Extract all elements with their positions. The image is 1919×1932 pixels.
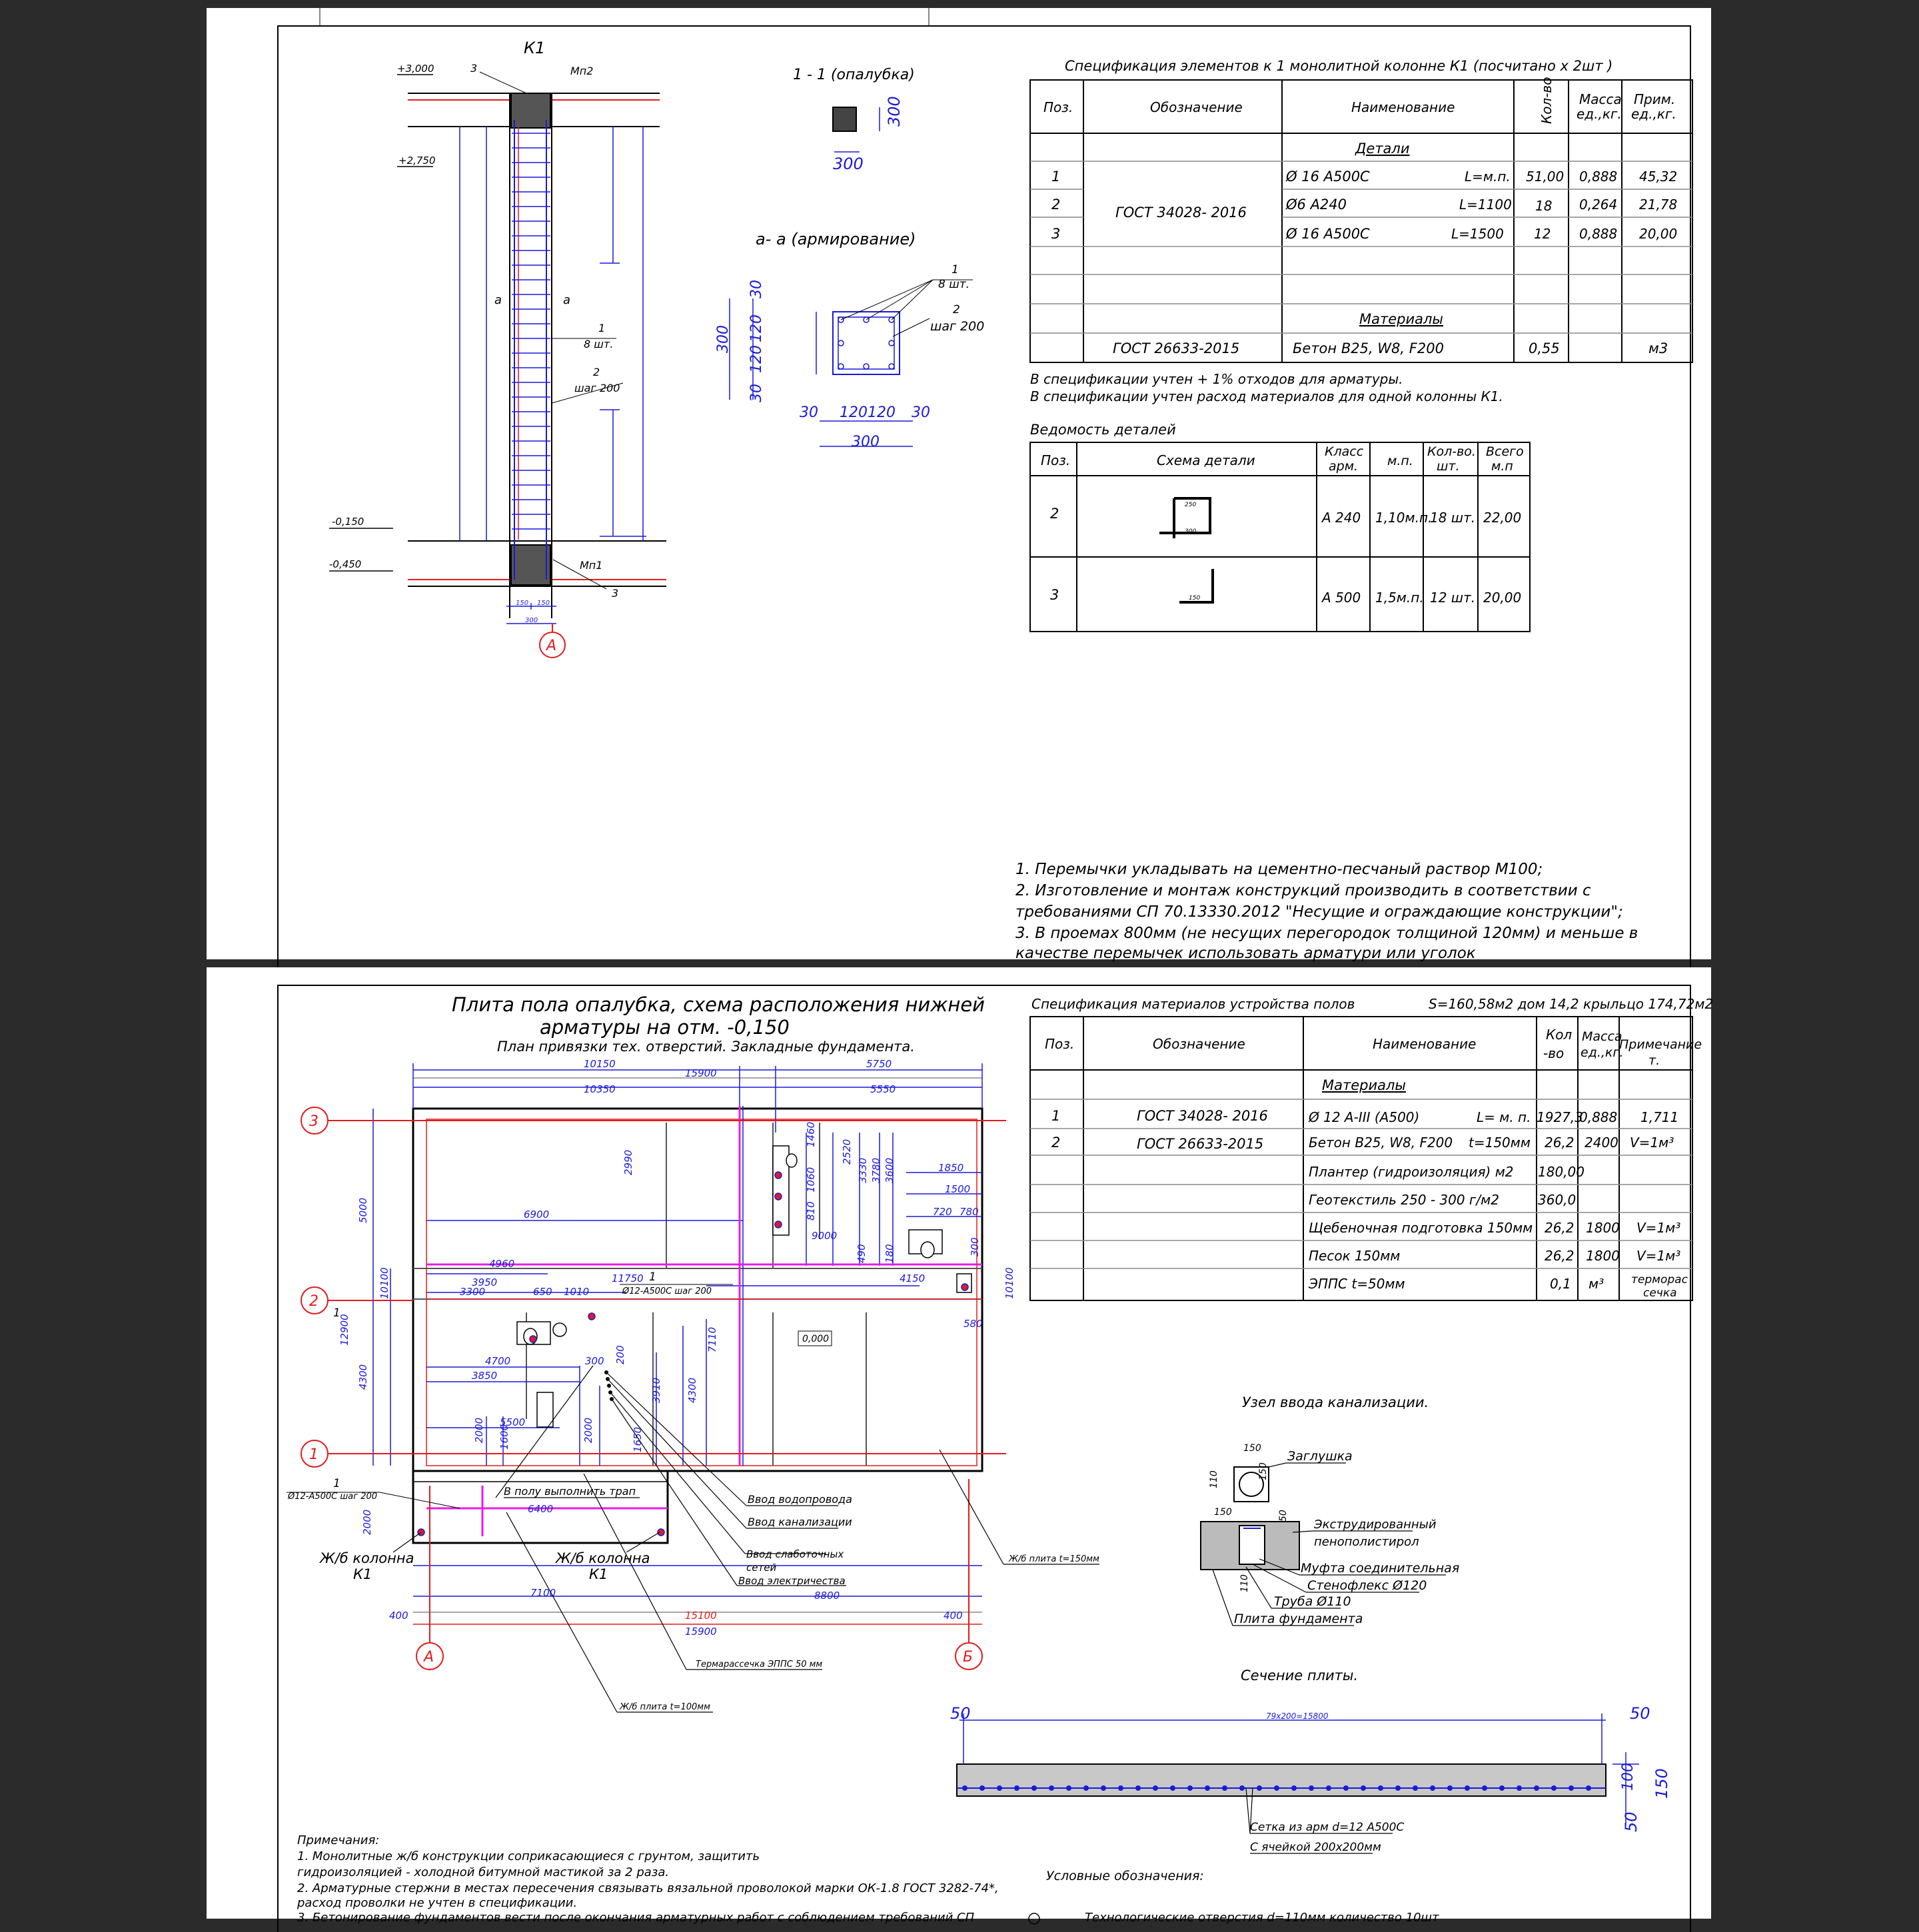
- svg-text:300: 300: [833, 155, 864, 173]
- svg-text:30: 30: [912, 404, 930, 421]
- svg-text:Примечание: Примечание: [1619, 1037, 1702, 1052]
- svg-text:0,888: 0,888: [1579, 169, 1618, 185]
- svg-text:1: 1: [333, 1477, 340, 1490]
- svg-text:1: 1: [598, 322, 606, 334]
- svg-text:4300: 4300: [686, 1377, 698, 1403]
- svg-text:110: 110: [1239, 1574, 1250, 1592]
- svg-text:5000: 5000: [357, 1197, 369, 1223]
- svg-text:1600: 1600: [498, 1424, 510, 1450]
- svg-text:Ø12-А500С шаг 200: Ø12-А500С шаг 200: [622, 1286, 712, 1296]
- svg-text:30: 30: [800, 404, 818, 421]
- svg-text:120: 120: [840, 404, 868, 421]
- svg-text:1: 1: [649, 1270, 656, 1284]
- svg-text:К1: К1: [589, 1566, 608, 1582]
- svg-text:К1: К1: [353, 1566, 372, 1582]
- svg-text:1: 1: [333, 1306, 340, 1320]
- svg-text:м³: м³: [1589, 1276, 1604, 1292]
- svg-text:Наименование: Наименование: [1373, 1036, 1477, 1052]
- svg-text:1850: 1850: [938, 1162, 964, 1174]
- svg-text:Условные обозначения:: Условные обозначения:: [1046, 1869, 1204, 1883]
- svg-text:Обозначение: Обозначение: [1150, 99, 1243, 115]
- svg-text:1060: 1060: [805, 1167, 817, 1193]
- svg-text:Ж/б колонна: Ж/б колонна: [556, 1550, 650, 1566]
- svg-text:Плантер (гидроизоляция) м2: Плантер (гидроизоляция) м2: [1309, 1164, 1514, 1180]
- svg-text:300: 300: [525, 617, 538, 624]
- svg-text:шаг 200: шаг 200: [930, 319, 985, 334]
- svg-text:1650: 1650: [632, 1426, 644, 1452]
- spec-title: Спецификация элементов к 1 монолитной колонне К1 (посчитано х 2шт ): [1065, 58, 1613, 74]
- svg-text:м.п: м.п: [1491, 459, 1513, 474]
- svg-text:Ввод слаботочных: Ввод слаботочных: [746, 1548, 844, 1560]
- svg-text:1800: 1800: [1586, 1248, 1620, 1264]
- svg-text:780: 780: [960, 1206, 979, 1218]
- svg-text:Ø 16 А500С: Ø 16 А500С: [1286, 169, 1370, 185]
- svg-text:-0,150: -0,150: [332, 516, 364, 528]
- svg-text:6400: 6400: [528, 1503, 554, 1515]
- svg-text:22,00: 22,00: [1483, 510, 1522, 526]
- svg-text:2. Арматурные стержни в ме: 2. Арматурные стержни в местах пересечения связывать вязальной проволокой марки ОК-1.8 ГОСТ 3282-74*,: [297, 1881, 999, 1895]
- svg-text:L= м. п.: L= м. п.: [1477, 1109, 1531, 1125]
- svg-text:Муфта соединительная: Муфта соединительная: [1301, 1561, 1460, 1576]
- svg-text:1. Монолитные ж/б конструк: 1. Монолитные ж/б конструкции соприкасающиеся с грунтом, защитить: [297, 1849, 760, 1863]
- svg-text:2: 2: [309, 1293, 319, 1310]
- svg-text:150: 150: [516, 600, 529, 607]
- svg-text:Щебеночная подготовка 150мм: Щебеночная подготовка 150мм: [1309, 1220, 1533, 1236]
- svg-text:2000: 2000: [473, 1417, 485, 1443]
- svg-text:150: 150: [1189, 595, 1201, 602]
- svg-text:В спецификации учтен + 1% отхо: В спецификации учтен + 1% отходов для арматуры.: [1030, 371, 1403, 387]
- svg-text:3. В проемах 800мм (не н: 3. В проемах 800мм (не несущих перегородок толщиной 120мм) и меньше в: [1015, 925, 1638, 942]
- plan-subtitle: План привязки тех. отверстий. Закладные фундамента.: [497, 1039, 915, 1055]
- svg-text:0,55: 0,55: [1529, 340, 1560, 356]
- svg-text:8 шт.: 8 шт.: [584, 338, 614, 350]
- svg-text:терморас: терморас: [1631, 1273, 1688, 1286]
- svg-text:300: 300: [1185, 528, 1197, 535]
- svg-text:Узел ввода канализации.: Узел ввода канализации.: [1242, 1394, 1429, 1410]
- svg-text:10100: 10100: [378, 1267, 390, 1299]
- svg-text:А 240: А 240: [1322, 510, 1361, 526]
- svg-text:0,1: 0,1: [1550, 1276, 1571, 1292]
- svg-text:Стенофлекс Ø120: Стенофлекс Ø120: [1307, 1578, 1427, 1593]
- svg-text:Ввод водопровода: Ввод водопровода: [748, 1493, 852, 1506]
- svg-text:300: 300: [715, 325, 732, 353]
- svg-text:51,00: 51,00: [1526, 169, 1565, 185]
- svg-text:Ø 12 А-III (А500): Ø 12 А-III (А500): [1309, 1109, 1420, 1125]
- svg-text:21,78: 21,78: [1639, 197, 1678, 213]
- svg-text:6900: 6900: [524, 1208, 550, 1220]
- svg-text:10150: 10150: [584, 1058, 616, 1070]
- svg-text:18: 18: [1535, 198, 1553, 214]
- svg-text:250: 250: [1185, 502, 1197, 508]
- svg-text:8 шт.: 8 шт.: [938, 278, 970, 291]
- svg-text:120: 120: [748, 314, 765, 342]
- svg-text:Обозначение: Обозначение: [1153, 1036, 1245, 1052]
- svg-text:12: 12: [1534, 226, 1551, 242]
- svg-text:Ведомость деталей: Ведомость деталей: [1030, 422, 1176, 438]
- svg-text:V=1м³: V=1м³: [1630, 1135, 1674, 1151]
- svg-text:Б: Б: [963, 1649, 973, 1666]
- svg-text:1: 1: [952, 263, 959, 276]
- svg-text:1,5м.п.: 1,5м.п.: [1375, 590, 1424, 606]
- svg-text:сечка: сечка: [1643, 1286, 1677, 1300]
- svg-text:Наименование: Наименование: [1351, 99, 1455, 115]
- svg-text:а- а (армирование): а- а (армирование): [756, 230, 916, 248]
- svg-text:0,888: 0,888: [1579, 1109, 1618, 1125]
- svg-text:А 500: А 500: [1322, 590, 1361, 606]
- svg-text:30: 30: [748, 280, 765, 298]
- svg-text:1927,3: 1927,3: [1537, 1109, 1583, 1125]
- svg-text:5500: 5500: [500, 1416, 526, 1428]
- svg-text:3300: 3300: [460, 1286, 486, 1298]
- svg-text:С ячейкой 200х200мм: С ячейкой 200х200мм: [1250, 1841, 1381, 1854]
- svg-text:1800: 1800: [1586, 1220, 1620, 1236]
- svg-text:45,32: 45,32: [1639, 169, 1678, 185]
- svg-text:5750: 5750: [866, 1058, 892, 1070]
- svg-text:30: 30: [748, 384, 765, 402]
- svg-text:10350: 10350: [584, 1083, 616, 1095]
- svg-text:20,00: 20,00: [1483, 590, 1522, 606]
- svg-text:79х200=15800: 79х200=15800: [1266, 1711, 1329, 1721]
- svg-text:50: 50: [1278, 1510, 1289, 1522]
- svg-text:сетей: сетей: [746, 1562, 777, 1574]
- svg-text:Материалы: Материалы: [1322, 1077, 1406, 1093]
- svg-text:шт.: шт.: [1437, 459, 1460, 474]
- svg-text:Экструдированный: Экструдированный: [1314, 1518, 1437, 1532]
- svg-text:Кол-во: Кол-во: [1539, 77, 1555, 124]
- svg-text:Масса: Масса: [1579, 91, 1622, 107]
- svg-text:ГОСТ 26633-2015: ГОСТ 26633-2015: [1137, 1136, 1264, 1152]
- svg-text:ГОСТ 34028- 2016: ГОСТ 34028- 2016: [1137, 1108, 1268, 1124]
- svg-text:150: 150: [1258, 1462, 1269, 1480]
- svg-text:2: 2: [593, 366, 600, 378]
- svg-text:4300: 4300: [357, 1364, 369, 1390]
- svg-text:L=1500: L=1500: [1451, 226, 1504, 242]
- svg-text:4150: 4150: [900, 1272, 926, 1284]
- svg-text:0,000: 0,000: [802, 1334, 830, 1344]
- svg-text:3: 3: [470, 62, 478, 75]
- svg-text:1: 1: [1051, 169, 1061, 185]
- svg-text:Ж/б колонна: Ж/б колонна: [320, 1550, 414, 1566]
- svg-text:300: 300: [969, 1237, 981, 1256]
- svg-text:2: 2: [1051, 197, 1061, 213]
- svg-text:1500: 1500: [945, 1183, 971, 1195]
- svg-text:3950: 3950: [472, 1276, 498, 1288]
- svg-text:2520: 2520: [841, 1139, 853, 1165]
- svg-text:300: 300: [885, 96, 904, 127]
- svg-text:2: 2: [1051, 1135, 1061, 1151]
- svg-text:1: 1: [309, 1446, 319, 1463]
- svg-text:12 шт.: 12 шт.: [1430, 590, 1476, 606]
- svg-text:Класс: Класс: [1325, 444, 1364, 459]
- svg-text:V=1м³: V=1м³: [1636, 1220, 1681, 1236]
- svg-text:810: 810: [805, 1201, 817, 1220]
- svg-text:1460: 1460: [805, 1121, 817, 1147]
- svg-text:Поз.: Поз.: [1045, 1036, 1075, 1052]
- svg-text:м.п.: м.п.: [1387, 454, 1413, 468]
- svg-text:26,2: 26,2: [1545, 1248, 1575, 1264]
- svg-text:Бетон В25, W8, F200: Бетон В25, W8, F200: [1293, 340, 1444, 356]
- svg-text:Ввод электричества: Ввод электричества: [738, 1575, 846, 1587]
- svg-text:Термарассечка ЭППС 50 мм: Термарассечка ЭППС 50 мм: [696, 1660, 823, 1670]
- svg-text:360,0: 360,0: [1538, 1192, 1577, 1208]
- svg-text:требованиями СП 70.13330.2012: требованиями СП 70.13330.2012 "Несущие и ограждающие конструкции";: [1015, 903, 1623, 921]
- svg-text:пенополистирол: пенополистирол: [1314, 1535, 1419, 1549]
- svg-text:Прим.: Прим.: [1634, 91, 1676, 107]
- plan-title-1: Плита пола опалубка, схема расположения нижней: [452, 993, 985, 1016]
- svg-text:Схема детали: Схема детали: [1157, 452, 1255, 468]
- svg-text:Ввод канализации: Ввод канализации: [748, 1516, 852, 1528]
- column-title: К1: [524, 39, 546, 57]
- svg-text:3600: 3600: [884, 1157, 896, 1183]
- svg-text:Сетка из арм d=12 А500С: Сетка из арм d=12 А500С: [1250, 1821, 1405, 1834]
- svg-text:-во: -во: [1543, 1045, 1565, 1061]
- svg-text:0,888: 0,888: [1579, 226, 1618, 242]
- svg-text:ГОСТ 26633-2015: ГОСТ 26633-2015: [1113, 340, 1240, 356]
- svg-text:Песок 150мм: Песок 150мм: [1309, 1248, 1401, 1264]
- svg-text:300: 300: [852, 434, 880, 450]
- svg-text:2000: 2000: [361, 1509, 373, 1535]
- svg-text:Ø12-А500С шаг 200: Ø12-А500С шаг 200: [288, 1492, 378, 1502]
- svg-text:В полу выполнить трап: В полу выполнить трап: [504, 1485, 636, 1498]
- svg-text:Труба Ø110: Труба Ø110: [1274, 1594, 1351, 1609]
- svg-text:Спецификация материалов устро: Спецификация материалов устройства полов: [1031, 996, 1355, 1012]
- svg-text:150: 150: [1214, 1507, 1232, 1518]
- svg-text:400: 400: [944, 1610, 963, 1622]
- svg-text:Мп1: Мп1: [580, 559, 603, 572]
- svg-text:50: 50: [950, 1704, 971, 1723]
- svg-text:V=1м³: V=1м³: [1636, 1248, 1681, 1264]
- svg-text:Поз.: Поз.: [1041, 452, 1071, 468]
- svg-text:26,2: 26,2: [1545, 1220, 1575, 1236]
- svg-text:А: А: [424, 1649, 434, 1666]
- svg-text:арм.: арм.: [1329, 459, 1359, 474]
- svg-text:3: 3: [1050, 587, 1059, 603]
- svg-text:1 - 1 (опалубка): 1 - 1 (опалубка): [793, 67, 915, 83]
- svg-text:3: 3: [1051, 226, 1061, 242]
- svg-text:150: 150: [1652, 1768, 1671, 1799]
- svg-text:Поз.: Поз.: [1043, 99, 1073, 115]
- svg-text:а: а: [563, 293, 571, 307]
- svg-text:Материалы: Материалы: [1359, 311, 1443, 327]
- svg-text:ед.,кг.: ед.,кг.: [1581, 1045, 1624, 1060]
- svg-text:а: а: [494, 293, 502, 307]
- svg-text:110: 110: [1209, 1470, 1219, 1488]
- svg-text:Мп2: Мп2: [570, 65, 594, 77]
- svg-text:180: 180: [884, 1244, 896, 1263]
- svg-text:200: 200: [614, 1345, 626, 1364]
- svg-text:2. Изготовление и монтаж: 2. Изготовление и монтаж конструкций производить в соответствии с: [1015, 882, 1591, 899]
- svg-text:150: 150: [537, 600, 550, 607]
- svg-text:расход проволки не учтен в спе: расход проволки не учтен в спецификации.: [297, 1896, 578, 1910]
- svg-text:2000: 2000: [582, 1417, 594, 1443]
- svg-text:L=1100: L=1100: [1459, 197, 1512, 213]
- svg-text:Геотекстиль 250 - 300 г/м2: Геотекстиль 250 - 300 г/м2: [1309, 1192, 1499, 1208]
- svg-text:Плита фундамента: Плита фундамента: [1234, 1612, 1363, 1626]
- svg-text:0,264: 0,264: [1579, 197, 1618, 213]
- svg-text:18 шт.: 18 шт.: [1430, 510, 1476, 526]
- svg-text:3780: 3780: [870, 1157, 882, 1183]
- svg-text:1. Перемычки укладывать: 1. Перемычки укладывать на цементно-песчаный раствор М100;: [1015, 861, 1543, 878]
- svg-text:Ж/б плита t=150мм: Ж/б плита t=150мм: [1009, 1554, 1099, 1564]
- svg-text:720: 720: [933, 1206, 952, 1218]
- svg-text:1,10м.п.: 1,10м.п.: [1375, 510, 1433, 526]
- svg-text:3. Бетонирование фундамент: 3. Бетонирование фундаментов вести после окончания арматурных работ с соблюдением требований СП: [297, 1911, 975, 1925]
- svg-text:t=150мм: t=150мм: [1469, 1135, 1531, 1151]
- svg-text:ед.,кг.: ед.,кг.: [1577, 106, 1622, 122]
- svg-text:ЭППС t=50мм: ЭППС t=50мм: [1309, 1276, 1405, 1292]
- svg-text:3: 3: [309, 1113, 319, 1130]
- svg-text:15900: 15900: [685, 1626, 717, 1638]
- svg-text:50: 50: [1622, 1811, 1640, 1832]
- svg-text:т.: т.: [1648, 1053, 1660, 1068]
- svg-text:2: 2: [1050, 506, 1059, 522]
- svg-text:Детали: Детали: [1355, 141, 1410, 157]
- svg-text:+2,750: +2,750: [398, 155, 436, 167]
- svg-text:120: 120: [868, 404, 896, 421]
- svg-text:шаг 200: шаг 200: [574, 382, 620, 394]
- svg-text:8800: 8800: [814, 1590, 840, 1602]
- svg-text:4960: 4960: [489, 1258, 515, 1270]
- svg-text:L=м.п.: L=м.п.: [1465, 169, 1511, 185]
- svg-text:1010: 1010: [564, 1286, 590, 1298]
- svg-text:Бетон В25, W8, F200: Бетон В25, W8, F200: [1309, 1135, 1453, 1151]
- svg-text:7110: 7110: [706, 1326, 718, 1352]
- svg-text:2: 2: [953, 303, 960, 316]
- svg-text:580: 580: [963, 1318, 983, 1330]
- svg-text:Кол-во.: Кол-во.: [1427, 444, 1476, 459]
- svg-text:3330: 3330: [857, 1157, 869, 1183]
- svg-text:3910: 3910: [650, 1377, 662, 1403]
- svg-text:180,00: 180,00: [1538, 1164, 1585, 1180]
- svg-text:15900: 15900: [685, 1067, 717, 1079]
- svg-text:1,711: 1,711: [1640, 1109, 1679, 1125]
- svg-text:2990: 2990: [622, 1149, 634, 1175]
- svg-text:Всего: Всего: [1486, 444, 1524, 459]
- svg-text:Кол: Кол: [1546, 1027, 1573, 1043]
- svg-text:гидроизоляцией - холодной биту: гидроизоляцией - холодной битумной мастикой за 2 раза.: [297, 1865, 670, 1879]
- svg-text:качестве перемычек использоват: качестве перемычек использовать арматури или уголок: [1015, 945, 1476, 962]
- svg-text:Ø6 А240: Ø6 А240: [1286, 197, 1347, 213]
- svg-text:Масса: Масса: [1582, 1029, 1622, 1044]
- svg-text:-0,450: -0,450: [329, 558, 362, 570]
- svg-text:+3,000: +3,000: [397, 63, 434, 75]
- svg-text:7100: 7100: [530, 1587, 556, 1599]
- svg-text:12900: 12900: [338, 1314, 350, 1346]
- svg-text:4700: 4700: [485, 1355, 511, 1367]
- svg-text:Ж/б плита t=100мм: Ж/б плита t=100мм: [620, 1702, 710, 1712]
- svg-text:400: 400: [389, 1610, 408, 1622]
- svg-text:490: 490: [856, 1244, 868, 1263]
- svg-text:Примечания:: Примечания:: [297, 1833, 380, 1847]
- svg-text:5550: 5550: [870, 1083, 896, 1095]
- svg-text:Заглушка: Заглушка: [1287, 1449, 1353, 1464]
- svg-text:300: 300: [585, 1355, 604, 1367]
- svg-text:1: 1: [1051, 1108, 1061, 1124]
- svg-text:ед.,кг.: ед.,кг.: [1631, 106, 1676, 122]
- svg-text:Технологические отверстия d=11: Технологические отверстия d=110мм количество 10шт: [1085, 1911, 1439, 1925]
- svg-text:Сечение плиты.: Сечение плиты.: [1241, 1668, 1359, 1684]
- svg-text:2400: 2400: [1585, 1135, 1618, 1151]
- svg-text:В спецификации учтен расход ма: В спецификации учтен расход материалов для одной колонны К1.: [1030, 388, 1503, 404]
- svg-text:120: 120: [748, 345, 765, 373]
- svg-text:м3: м3: [1648, 340, 1668, 356]
- svg-text:11750: 11750: [612, 1272, 644, 1284]
- svg-text:ГОСТ 34028- 2016: ГОСТ 34028- 2016: [1115, 205, 1247, 221]
- svg-text:Ø 16 А500С: Ø 16 А500С: [1286, 226, 1370, 242]
- svg-text:50: 50: [1630, 1704, 1650, 1723]
- svg-text:650: 650: [533, 1286, 552, 1298]
- svg-text:15100: 15100: [685, 1610, 717, 1622]
- svg-text:3: 3: [612, 587, 619, 600]
- svg-text:150: 150: [1243, 1443, 1261, 1454]
- svg-text:9000: 9000: [812, 1230, 838, 1242]
- svg-text:20,00: 20,00: [1639, 226, 1678, 242]
- svg-text:10100: 10100: [1003, 1267, 1015, 1299]
- svg-text:3850: 3850: [472, 1370, 498, 1382]
- plan-title-2: арматуры на отм. -0,150: [540, 1016, 790, 1039]
- svg-text:А: А: [546, 638, 557, 654]
- svg-text:S=160,58м2 дом 14,2 крыльцо 17: S=160,58м2 дом 14,2 крыльцо 174,72м2: [1429, 996, 1714, 1012]
- svg-text:26,2: 26,2: [1545, 1135, 1575, 1151]
- svg-text:100: 100: [1620, 1763, 1636, 1791]
